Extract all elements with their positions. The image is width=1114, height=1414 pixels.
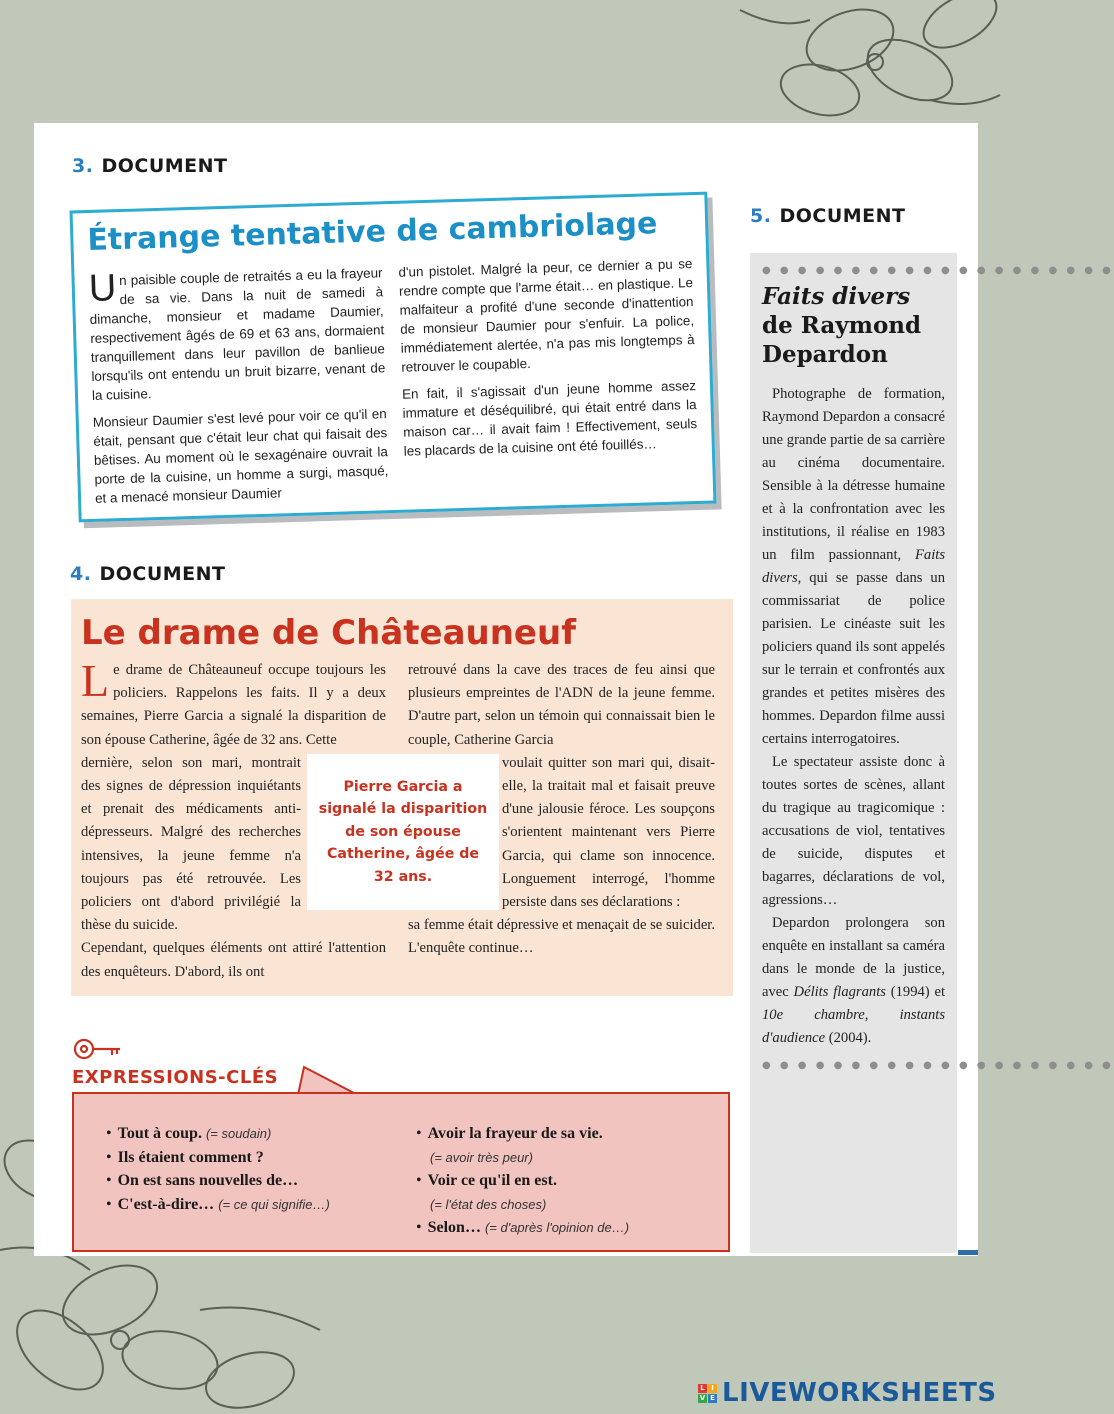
doc4-col1-mid: dernière, selon son mari, montrait des signes de dépression inquiétants et prenait des médicaments anti-dépresseurs. Malgré des recherches intensives, la jeune femme n'a toujours pas été retrouvée. Les policiers ont d'abord privilégié la thèse du suicide. [81, 754, 301, 934]
doc3-number: 3. [72, 155, 94, 177]
dotted-divider-bottom: ● ● ● ● ● ● ● ● ● ● ● ● ● ● ● ● ● ● ● ● [762, 1060, 1114, 1071]
doc5-paragraph-2: Le spectateur assiste donc à toutes sortes de scènes, allant du tragique au tragicomique : accusations de viol, tentatives de suicide, disputes et bagarres, déclarations de vol, agressions… [762, 754, 945, 908]
expressions-title: EXPRESSIONS-CLÉS [72, 1067, 279, 1088]
doc5-sidebar-box [750, 253, 1114, 1253]
expression-item: • On est sans nouvelles de… [106, 1169, 416, 1193]
expressions-box [72, 1092, 730, 1252]
liveworksheets-logo [698, 1378, 997, 1408]
doc4-pullquote: Pierre Garcia a signalé la disparition de son épouse Catherine, âgée de 32 ans. [307, 754, 499, 910]
doc3-label: DOCUMENT [101, 155, 228, 177]
doc3-title: Étrange tentative de cambriolage [86, 206, 658, 259]
doc4-title: Le drame de Châteauneuf [81, 613, 576, 653]
doc5-number: 5. [750, 205, 772, 227]
expression-item: • Selon… (= d'après l'opinion de…) [416, 1216, 726, 1240]
doc4-col2-mid: voulait quitter son mari qui, disait-elle, la traitait mal et faisait preuve d'une jalousie féroce. Les soupçons s'orientent maintenant vers Pierre Garcia, qui clame son innocence. Longuement interrogé, l'homme persiste dans ses déclarations : [502, 754, 715, 911]
doc4-col1-top: e drame de Châteauneuf occupe toujours les policiers. Rappelons les faits. Il y a deux semaines, Pierre Garcia a signalé la disparition de son épouse Catherine, âgée de 32 ans. Cette [81, 662, 386, 748]
doc5-label: DOCUMENT [779, 205, 906, 227]
expression-item: • C'est-à-dire… (= ce qui signifie…) [106, 1193, 416, 1217]
doc4-dropcap: L [81, 655, 110, 706]
logo-text: LIVEWORKSHEETS [722, 1378, 997, 1408]
key-icon [72, 1036, 124, 1062]
doc5-title: Faits divers de Raymond Depardon [762, 283, 922, 368]
doc5-paragraph-3: Depardon prolongera son enquête en installant sa caméra dans le monde de la justice, avec Délits flagrants (1994) et 10e chambre, instants d'audience (2004). [762, 915, 945, 1046]
expression-item: • Avoir la frayeur de sa vie. [416, 1122, 726, 1146]
doc3-heading [72, 155, 228, 177]
expression-gloss: (= avoir très peur) [430, 1149, 533, 1165]
expressions-tab-notch [296, 1065, 356, 1095]
expression-item: • Tout à coup. (= soudain) [106, 1122, 416, 1146]
doc4-col2-bottom: sa femme était dépressive et menaçait de se suicider. L'enquête continue… [408, 917, 715, 957]
doc3-col1-paragraph-2: Monsieur Daumier s'est levé pour voir ce qu'il en était, pensant que c'était leur chat qui faisait des bêtises. Au moment où le sexagénaire ouvrait la porte de la cuisine, un homme a surgi, masqué, et a menacé monsieur Daumier [92, 406, 389, 506]
expressions-right-list [416, 1122, 726, 1250]
dotted-divider-top: ● ● ● ● ● ● ● ● ● ● ● ● ● ● ● ● ● ● ● ● [762, 265, 1114, 276]
doc3-col2-paragraph-1: d'un pistolet. Malgré la peur, ce dernier a pu se rendre compte que l'arme était… en plastique. Le malfaiteur a profité d'une seconde d'inattention de monsieur Daumier pour s'enfuir. La police, immédiatement alertée, n'a pas mis longtemps à retrouver le coupable. [398, 256, 695, 375]
doc3-col2-paragraph-2: En fait, il s'agissait d'un jeune homme assez immature et déséquilibré, qui était entré dans la maison car… il avait faim ! Effectivement, seuls les placards de la cuisine ont été fouillés… [401, 378, 698, 459]
doc3-article-card [70, 192, 717, 523]
worksheet-page [34, 123, 1114, 1256]
doc5-heading [750, 205, 906, 227]
logo-grid-icon: L I V E [698, 1384, 717, 1403]
doc3-dropcap: U [88, 267, 117, 310]
doc4-col2-top: retrouvé dans la cave des traces de feu ainsi que plusieurs empreintes de l'ADN de la jeune femme. D'autre part, selon un témoin qui connaissait bien le couple, Catherine Garcia [408, 662, 715, 748]
doc3-column-2 [398, 254, 699, 507]
page-corner-mark [958, 1250, 978, 1255]
doc5-paragraph-1: Photographe de formation, Raymond Depardon a consacré une grande partie de sa carrière au cinéma documentaire. Sensible à la détresse humaine et à la confrontation avec les institutions, il réalise en 1983 un film passionnant, Faits divers, qui se passe dans un commissariat de police parisien. Le cinéaste suit les policiers quand ils sont appelés sur le terrain et confrontés aux grandes et petites misères des hommes. Depardon filme aussi certains interrogatoires. [762, 386, 945, 747]
doc4-label: DOCUMENT [99, 563, 226, 585]
expressions-left-list [106, 1122, 416, 1250]
expression-item: • Voir ce qu'il en est. [416, 1169, 726, 1193]
expression-gloss: (= l'état des choses) [430, 1196, 547, 1212]
doc4-article-box [71, 599, 733, 996]
doc4-number: 4. [70, 563, 92, 585]
expression-item: • Ils étaient comment ? [106, 1146, 416, 1170]
flower-decoration-top-right [700, 0, 1000, 120]
doc3-col1-paragraph-1: n paisible couple de retraités a eu la frayeur de sa vie. Dans la nuit de samedi à dimanche, monsieur et madame Daumier, respectivement âgés de 69 et 63 ans, dormaient tranquillement dans leur pavillon de banlieue lorsqu'ils ont entendu un bruit bizarre, venant de la cuisine. [89, 265, 386, 403]
doc5-body [762, 383, 945, 1050]
doc4-col1-bottom: Cependant, quelques éléments ont attiré l'attention des enquêteurs. D'abord, ils ont [81, 940, 386, 980]
doc4-heading [70, 563, 226, 585]
doc3-column-1 [88, 263, 389, 516]
